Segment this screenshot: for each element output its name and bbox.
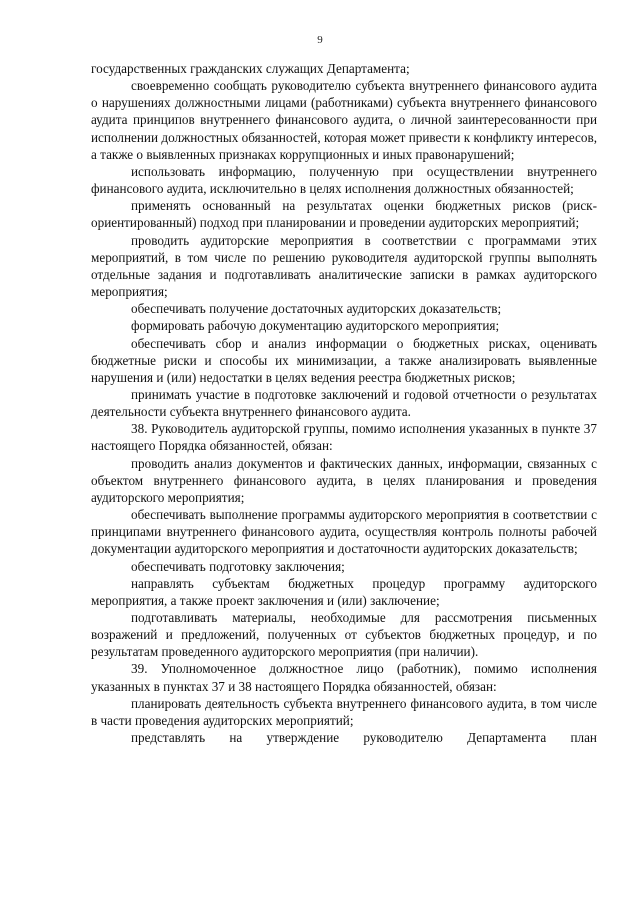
paragraph: 38. Руководитель аудиторской группы, помимо исполнения указанных в пункте 37 настоящего Порядка обязанностей, обязан: bbox=[91, 421, 597, 454]
paragraph: обеспечивать сбор и анализ информации о бюджетных рисках, оценивать бюджетные риски и способы их минимизации, а также анализировать выявленные нарушения и (или) недостатки в целях ведения реестра бюджетных рисков; bbox=[91, 335, 597, 385]
paragraph: обеспечивать выполнение программы аудиторского мероприятия в соответствии с принципами внутреннего финансового аудита, осуществляя контроль полноты рабочей документации аудиторского мероприятия и достаточности аудиторских доказательств; bbox=[91, 507, 597, 557]
paragraph: проводить аудиторские мероприятия в соответствии с программами этих мероприятий, в том числе по решению руководителя аудиторской группы выполнять отдельные задания и подготавливать аналитические записки в рамках аудиторского мероприятия; bbox=[91, 232, 597, 300]
paragraph: использовать информацию, полученную при осуществлении внутреннего финансового аудита, исключительно в целях исполнения должностных обязанностей; bbox=[91, 163, 597, 197]
paragraph: 39. Уполномоченное должностное лицо (работник), помимо исполнения указанных в пунктах 37 и 38 настоящего Порядка обязанностей, обязан: bbox=[91, 661, 597, 694]
document-body bbox=[91, 60, 597, 746]
paragraph: представлять на утверждение руководителю Департамента план bbox=[131, 730, 597, 746]
paragraph: принимать участие в подготовке заключений и годовой отчетности о результатах деятельности субъекта внутреннего финансового аудита. bbox=[91, 386, 597, 420]
paragraph: государственных гражданских служащих Департамента; bbox=[91, 61, 410, 76]
paragraph: направлять субъектам бюджетных процедур программу аудиторского мероприятия, а также проект заключения и (или) заключение; bbox=[91, 575, 597, 608]
paragraph: применять основанный на результатах оценки бюджетных рисков (риск-ориентированный) подход при планировании и проведении аудиторских мероприятий; bbox=[91, 198, 597, 231]
paragraph: обеспечивать получение достаточных аудиторских доказательств; bbox=[131, 301, 502, 317]
paragraph: подготавливать материалы, необходимые для рассмотрения письменных возражений и предложений, полученных от субъектов бюджетных процедур, и по результатам проведенного аудиторского мероприятия (при наличии). bbox=[91, 610, 597, 660]
paragraph: планировать деятельность субъекта внутреннего финансового аудита, в том числе в части проведения аудиторских мероприятий; bbox=[91, 695, 597, 728]
paragraph: формировать рабочую документацию аудиторского мероприятия; bbox=[131, 318, 500, 334]
paragraph: своевременно сообщать руководителю субъекта внутреннего финансового аудита о нарушениях должностными лицами (работниками) субъекта внутреннего финансового аудита принципов внутреннего финансового аудита, о личной заинтересованности при исполнении должностных обязанностей, которая может привести к конфликту интересов, а также о выявленных признаках коррупционных и иных правонарушений; bbox=[91, 78, 597, 162]
page-number: 9 bbox=[317, 34, 323, 46]
paragraph: проводить анализ документов и фактических данных, информации, связанных с объектом внутреннего финансового аудита, в целях планирования и проведения аудиторского мероприятия; bbox=[91, 455, 597, 505]
paragraph: обеспечивать подготовку заключения; bbox=[131, 558, 345, 574]
